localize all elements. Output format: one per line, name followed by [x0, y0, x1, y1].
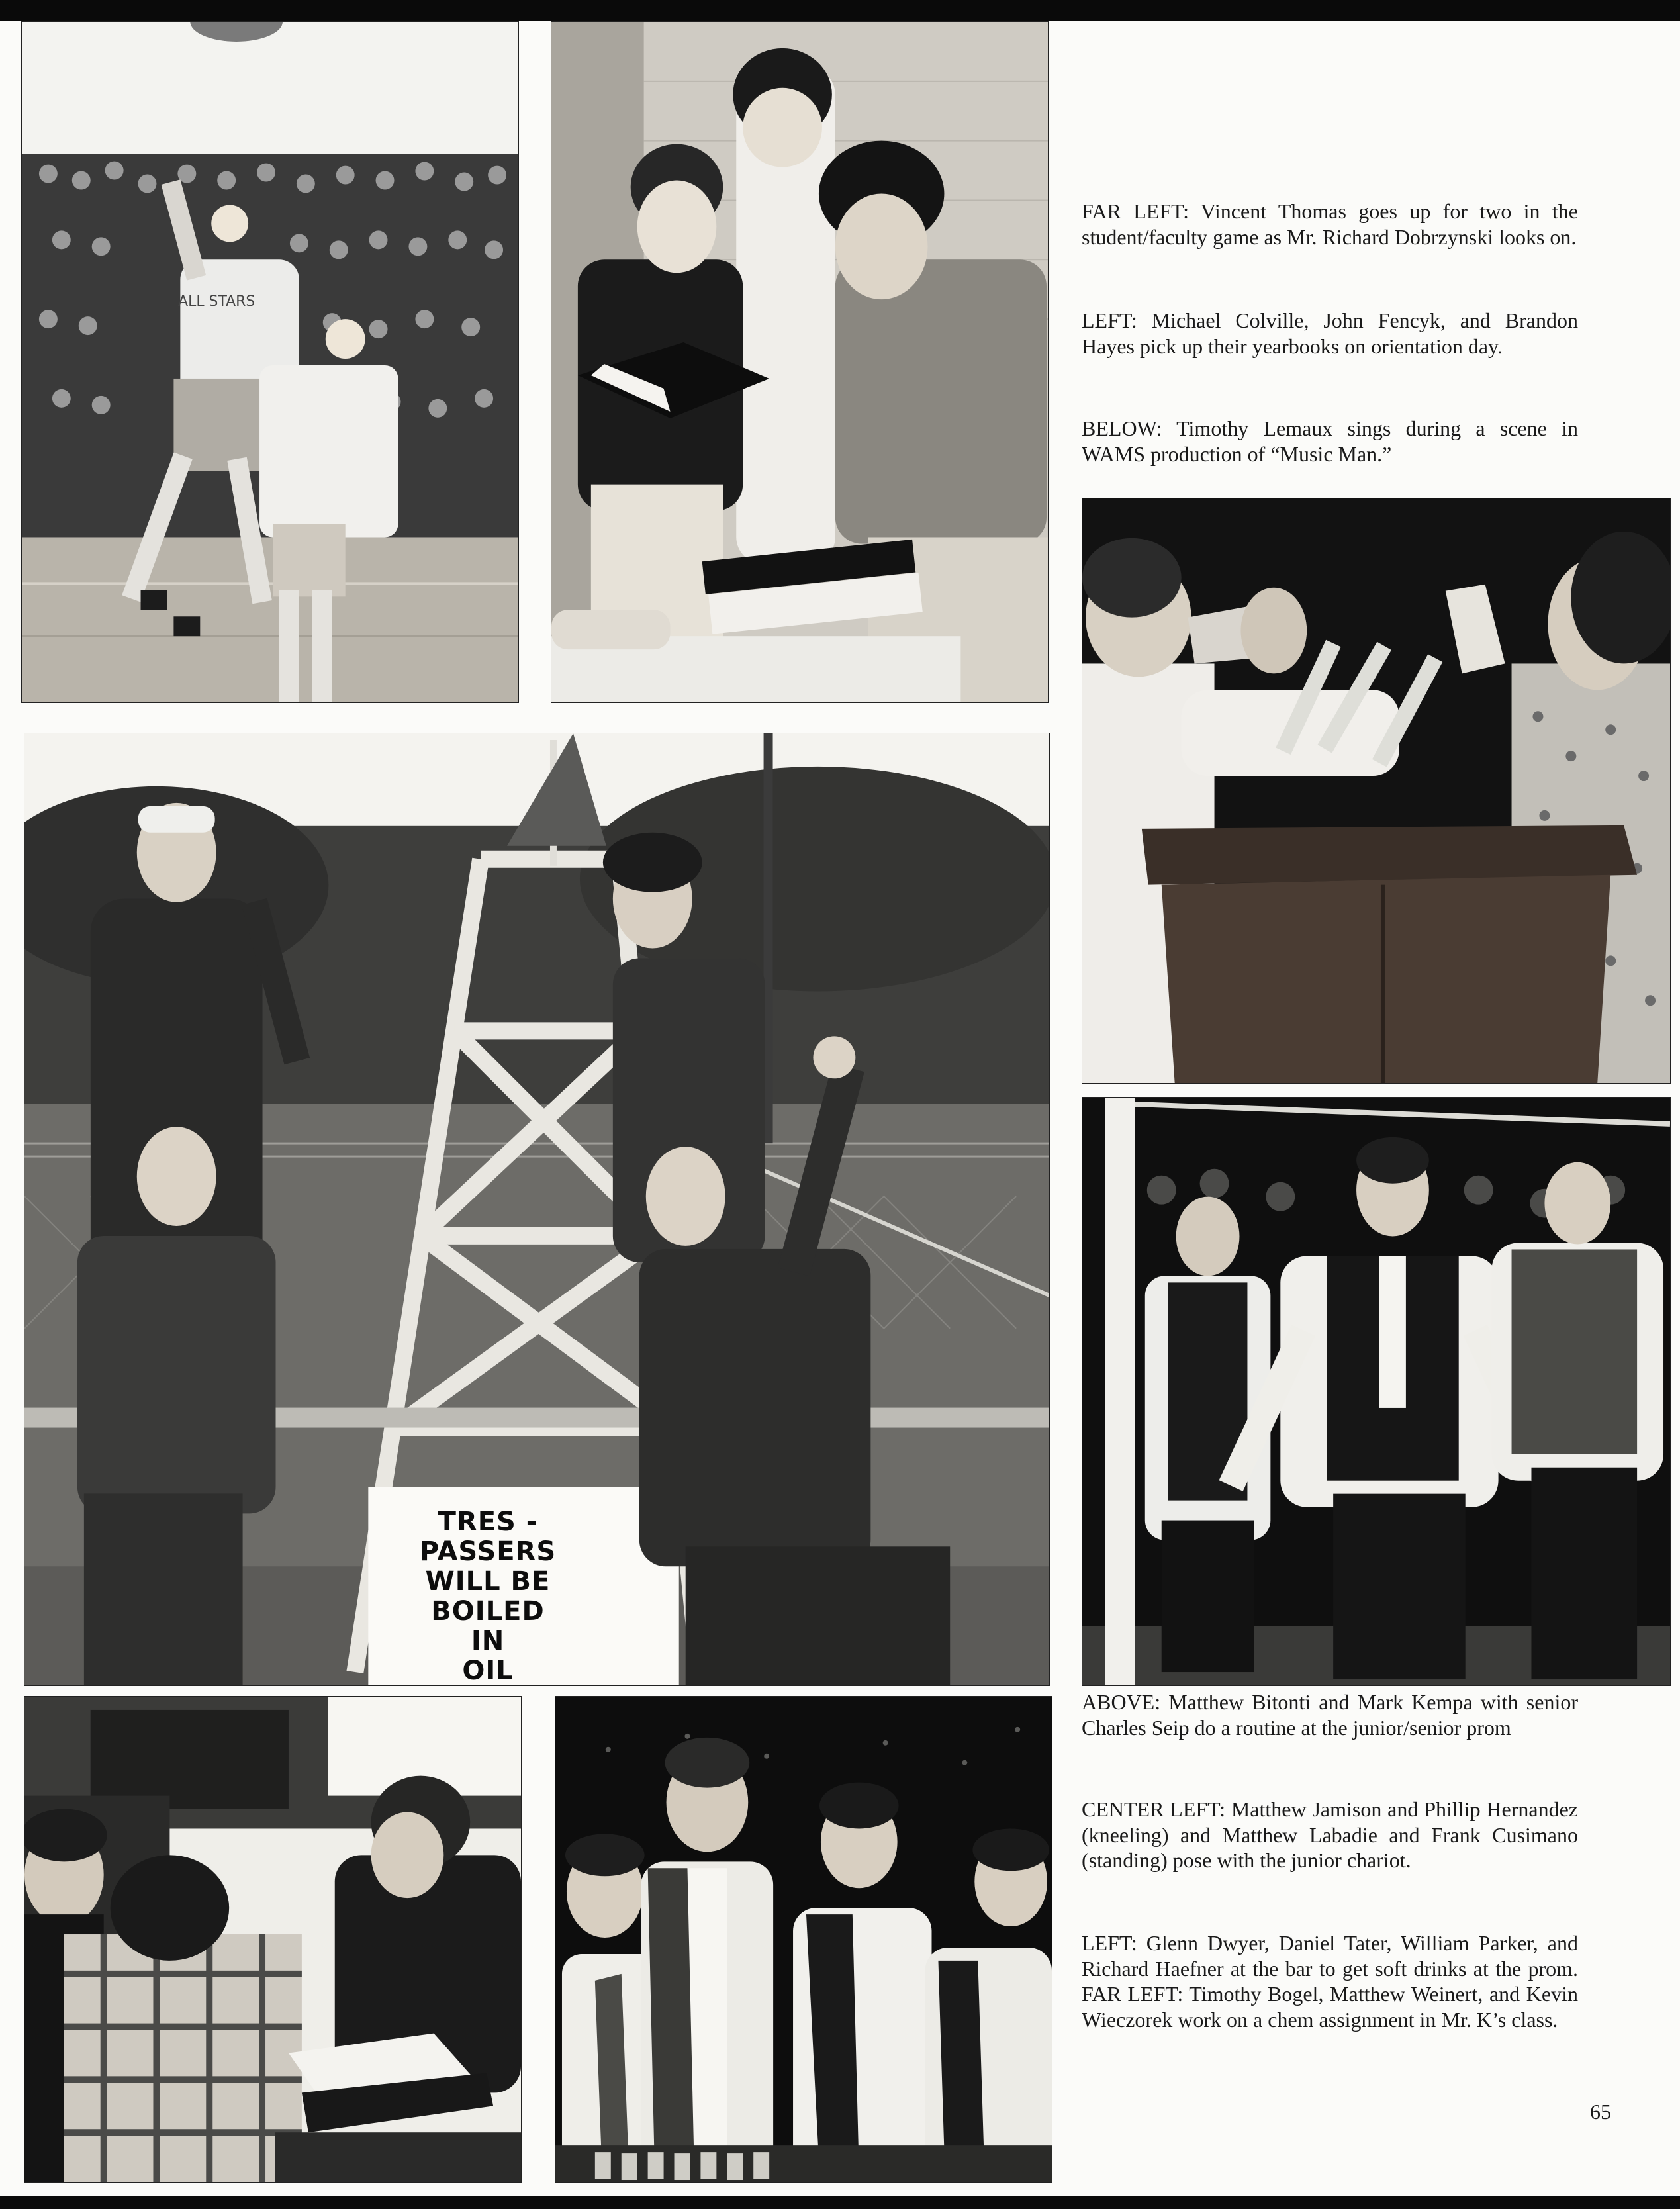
photo-yearbook-pickup [551, 21, 1049, 703]
caption-above: ABOVE: Matthew Bitonti and Mark Kempa with senior Charles Seip do a routine at the junior/senior prom [1082, 1690, 1578, 1740]
photo-chem-assignment [24, 1696, 522, 2183]
caption-left-top: LEFT: Michael Colville, John Fencyk, and Brandon Hayes pick up their yearbooks on orientation day. [1082, 308, 1578, 358]
caption-left-bottom: LEFT: Glenn Dwyer, Daniel Tater, William Parker, and Richard Haefner at the bar to get soft drinks at the prom. FAR LEFT: Timothy Bogel, Matthew Weinert, and Kevin Wieczorek work on a chem assignment in Mr. K’s class. [1082, 1931, 1578, 2032]
photo-prom-routine [1082, 1097, 1671, 1686]
caption-below: BELOW: Timothy Lemaux sings during a scene in WAMS production of “Music Man.” [1082, 416, 1578, 466]
yearbook-page [0, 21, 1680, 2196]
shirt-print: ALL STARS [178, 293, 256, 310]
caption-center-left: CENTER LEFT: Matthew Jamison and Phillip Hernandez (kneeling) and Matthew Labadie and Frank Cusimano (standing) pose with the junior chariot. [1082, 1797, 1578, 1872]
trespassers-sign-text: TRES - PASSERS WILL BE BOILED IN OIL [419, 1507, 557, 1686]
photo-music-man-scene [1082, 498, 1671, 1084]
caption-far-left-top: FAR LEFT: Vincent Thomas goes up for two in the student/faculty game as Mr. Richard Dobrzynski looks on. [1082, 199, 1578, 249]
photo-basketball-game [21, 21, 519, 703]
photo-prom-bar [555, 1696, 1052, 2183]
page-number: 65 [1590, 2100, 1611, 2124]
